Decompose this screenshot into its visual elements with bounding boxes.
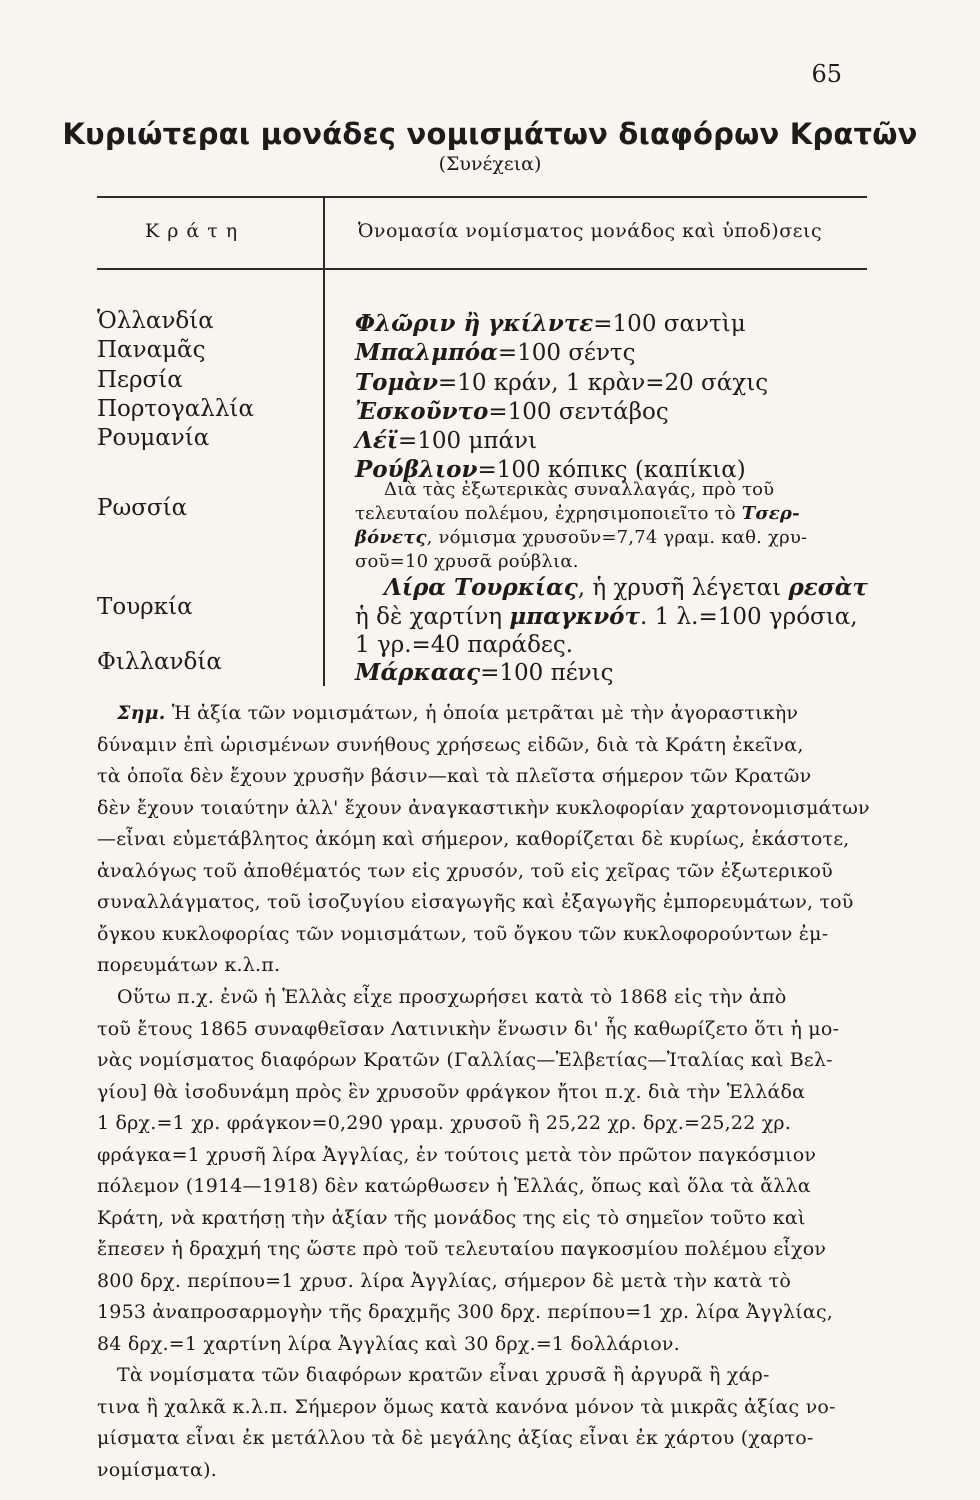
unit-finland: [355, 659, 614, 686]
note-line-4: δὲν ἔχουν τοιαύτην ἀλλ' ἔχουν ἀναγκαστικὴν κυκλοφορίαν χαρτονομισμάτων: [97, 797, 870, 819]
unit-subdivision: =100 σέντς: [497, 340, 636, 366]
note-label: Σημ.: [117, 702, 166, 724]
note-text: , νόμισμα χρυσοῦν=7,74 γραμ. καθ. χρυ-: [426, 527, 808, 548]
para3-line-2: τινα ἢ χαλκᾶ κ.λ.π. Σήμερον ὅμως κατὰ κανόνα μόνον τὰ μικρᾶς ἀξίας νο-: [97, 1396, 836, 1418]
russia-note-line-4: σοῦ=10 χρυσᾶ ρούβλια.: [355, 551, 579, 572]
unit-name: Φλῶριν ἢ γκίλντε: [355, 310, 594, 337]
unit-panama: [355, 339, 636, 366]
para2-line-5: 1 δρχ.=1 χρ. φράγκον=0,290 γραμ. χρυσοῦ ἢ 25,22 χρ. δρχ.=25,22 χρ.: [97, 1112, 792, 1134]
unit-persia: [355, 369, 768, 396]
para2-line-12: 84 δρχ.=1 χαρτίνη λίρα Ἀγγλίας καὶ 30 δρχ.=1 δολλάριον.: [97, 1333, 680, 1355]
page-title: Κυριώτεραι μονάδες νομισμάτων διαφόρων Κρατῶν: [62, 117, 918, 151]
unit-name: Ἐσκοῦντο: [355, 398, 489, 425]
state-netherlands: Ὁλλανδία: [97, 308, 214, 334]
note-line-2: δύναμιν ἐπὶ ὡρισμένων συνήθους χρήσεως εἰδῶν, διὰ τὰ Κράτη ἐκεῖνα,: [97, 734, 804, 756]
para2-line-1: Οὕτω π.χ. ἐνῶ ἡ Ἑλλὰς εἶχε προσχωρήσει κατὰ τὸ 1868 εἰς τὴν ἀπὸ: [117, 986, 787, 1008]
note-emphasis: βόνετς: [355, 527, 427, 548]
unit-subdivision: =10 κράν, 1 κρὰν=20 σάχις: [437, 370, 769, 396]
unit-emphasis: μπαγκνότ: [509, 603, 640, 630]
unit-text: . 1 λ.=100 γρόσια,: [639, 604, 858, 630]
unit-turkey-line-3: 1 γρ.=40 παράδες.: [355, 632, 574, 658]
table-column-divider: [323, 196, 325, 686]
note-line-9: πορευμάτων κ.λ.π.: [97, 954, 281, 976]
note-line-7: συναλλάγματος, τοῦ ἰσοζυγίου εἰσαγωγῆς καὶ ἐξαγωγῆς ἐμπορευμάτων, τοῦ: [97, 891, 854, 913]
para3-line-1: Τὰ νομίσματα τῶν διαφόρων κρατῶν εἶναι χρυσᾶ ἢ ἀργυρᾶ ἢ χάρ-: [117, 1364, 770, 1386]
para2-line-11: 1953 ἀναπροσαρμογὴν τῆς δραχμῆς 300 δρχ. περίπου=1 χρ. λίρα Ἀγγλίας,: [97, 1301, 834, 1323]
note-line-6: ἀναλόγως τοῦ ἀποθέματός των εἰς χρυσόν, τοῦ εἰς χεῖρας τῶν ἐξωτερικοῦ: [97, 860, 833, 882]
unit-name: Λέϊ: [355, 427, 398, 454]
para2-line-6: φράγκα=1 χρυσῆ λίρα Ἀγγλίας, ἐν τούτοις μετὰ τὸν πρῶτον παγκόσμιον: [97, 1144, 817, 1166]
note-line-3: τὰ ὁποῖα δὲν ἔχουν χρυσῆν βάσιν—καὶ τὰ πλεῖστα σήμερον τῶν Κρατῶν: [97, 765, 812, 787]
state-persia: Περσία: [97, 367, 183, 393]
unit-name: Μάρκαας: [355, 659, 481, 686]
state-russia: Ρωσσία: [97, 495, 188, 521]
column-header-units: Ὀνομασία νομίσματος μονάδος καὶ ὑποδ)σεις: [357, 220, 823, 242]
note-line-5: —εἶναι εὐμετάβλητος ἀκόμη καὶ σήμερον, καθορίζεται δὲ κυρίως, ἑκάστοτε,: [97, 828, 850, 850]
unit-name: Ρούβλιον: [355, 456, 478, 483]
unit-portugal: [355, 398, 669, 425]
para2-line-9: ἔπεσεν ἡ δραχμή της ὥστε πρὸ τοῦ τελευταίου παγκοσμίου πολέμου εἶχον: [97, 1238, 827, 1260]
unit-turkey-line-2: [355, 603, 858, 630]
para2-line-2: τοῦ ἔτους 1865 συναφθεῖσαν Λατινικὴν ἕνωσιν δι' ἧς καθωρίζετο ὅτι ἡ μο-: [97, 1018, 840, 1040]
column-header-states: Κράτη: [145, 220, 246, 242]
unit-netherlands: [355, 310, 746, 337]
unit-turkey-line-1: [384, 574, 868, 601]
state-panama: Παναμᾶς: [97, 337, 206, 363]
unit-subdivision: =100 πένις: [480, 660, 614, 686]
para2-line-8: Κράτη, νὰ κρατήσῃ τὴν ἀξίαν τῆς μονάδος της εἰς τὸ σημεῖον τοῦτο καὶ: [97, 1207, 806, 1229]
unit-subdivision: =100 κόπικς (καπίκια): [477, 457, 746, 483]
unit-text: , ἡ χρυσῆ λέγεται: [577, 575, 789, 601]
table-top-rule: [97, 196, 867, 198]
unit-name: Λίρα Τουρκίας: [384, 574, 578, 601]
unit-subdivision: =100 σεντάβος: [488, 399, 669, 425]
note-line-8: ὄγκου κυκλοφορίας τῶν νομισμάτων, τοῦ ὄγκου τῶν κυκλοφορούντων ἐμ-: [97, 923, 829, 945]
state-portugal: Πορτογαλλία: [97, 396, 254, 422]
note-emphasis: Τσερ-: [741, 503, 800, 524]
note-line-1: [117, 702, 907, 724]
para2-line-10: 800 δρχ. περίπου=1 χρυσ. λίρα Ἀγγλίας, σήμερον δὲ μετὰ τὴν κατὰ τὸ: [97, 1270, 791, 1292]
para2-line-3: νὰς νομίσματος διαφόρων Κρατῶν (Γαλλίας—Ἐλβετίας—Ἰταλίας καὶ Βελ-: [97, 1049, 833, 1071]
page-subtitle: (Συνέχεια): [438, 153, 542, 175]
currency-table: [97, 196, 867, 686]
unit-subdivision: =100 σαντὶμ: [593, 311, 746, 337]
russia-note-line-2: [355, 503, 867, 524]
unit-subdivision: =100 μπάνι: [397, 428, 538, 454]
unit-name: Μπαλμπόα: [355, 339, 498, 366]
para2-line-7: πόλεμον (1914—1918) δὲν κατώρθωσεν ἡ Ἑλλάς, ὅπως καὶ ὅλα τὰ ἄλλα: [97, 1175, 811, 1197]
para3-line-4: νομίσματα).: [97, 1459, 217, 1481]
table-header-rule: [97, 268, 867, 270]
note-text: τελευταίου πολέμου, ἐχρησιμοποιεῖτο τὸ: [355, 503, 742, 524]
russia-note-line-1: Διὰ τὰς ἐξωτερικὰς συναλλαγάς, πρὸ τοῦ: [384, 479, 775, 500]
russia-note-line-3: [355, 527, 867, 548]
para2-line-4: γίου] θὰ ἰσοδυνάμη πρὸς ἓν χρυσοῦν φράγκον ἤτοι π.χ. διὰ τὴν Ἑλλάδα: [97, 1081, 806, 1103]
note-text: Ἡ ἀξία τῶν νομισμάτων, ἡ ὁποία μετρᾶται μὲ τὴν ἀγοραστικὴν: [165, 702, 799, 724]
unit-name: Τομὰν: [355, 369, 438, 396]
para3-line-3: μίσματα εἶναι ἐκ μετάλλου τὰ δὲ μεγάλης ἀξίας εἶναι ἐκ χάρτου (χαρτο-: [97, 1427, 814, 1449]
state-romania: Ρουμανία: [97, 425, 210, 451]
unit-emphasis: ρεσὰτ: [788, 574, 868, 601]
page-number: 65: [811, 60, 842, 88]
state-finland: Φιλλανδία: [97, 649, 222, 675]
unit-text: ἡ δὲ χαρτίνη: [355, 604, 510, 630]
state-turkey: Τουρκία: [97, 594, 193, 620]
unit-romania: [355, 427, 537, 454]
